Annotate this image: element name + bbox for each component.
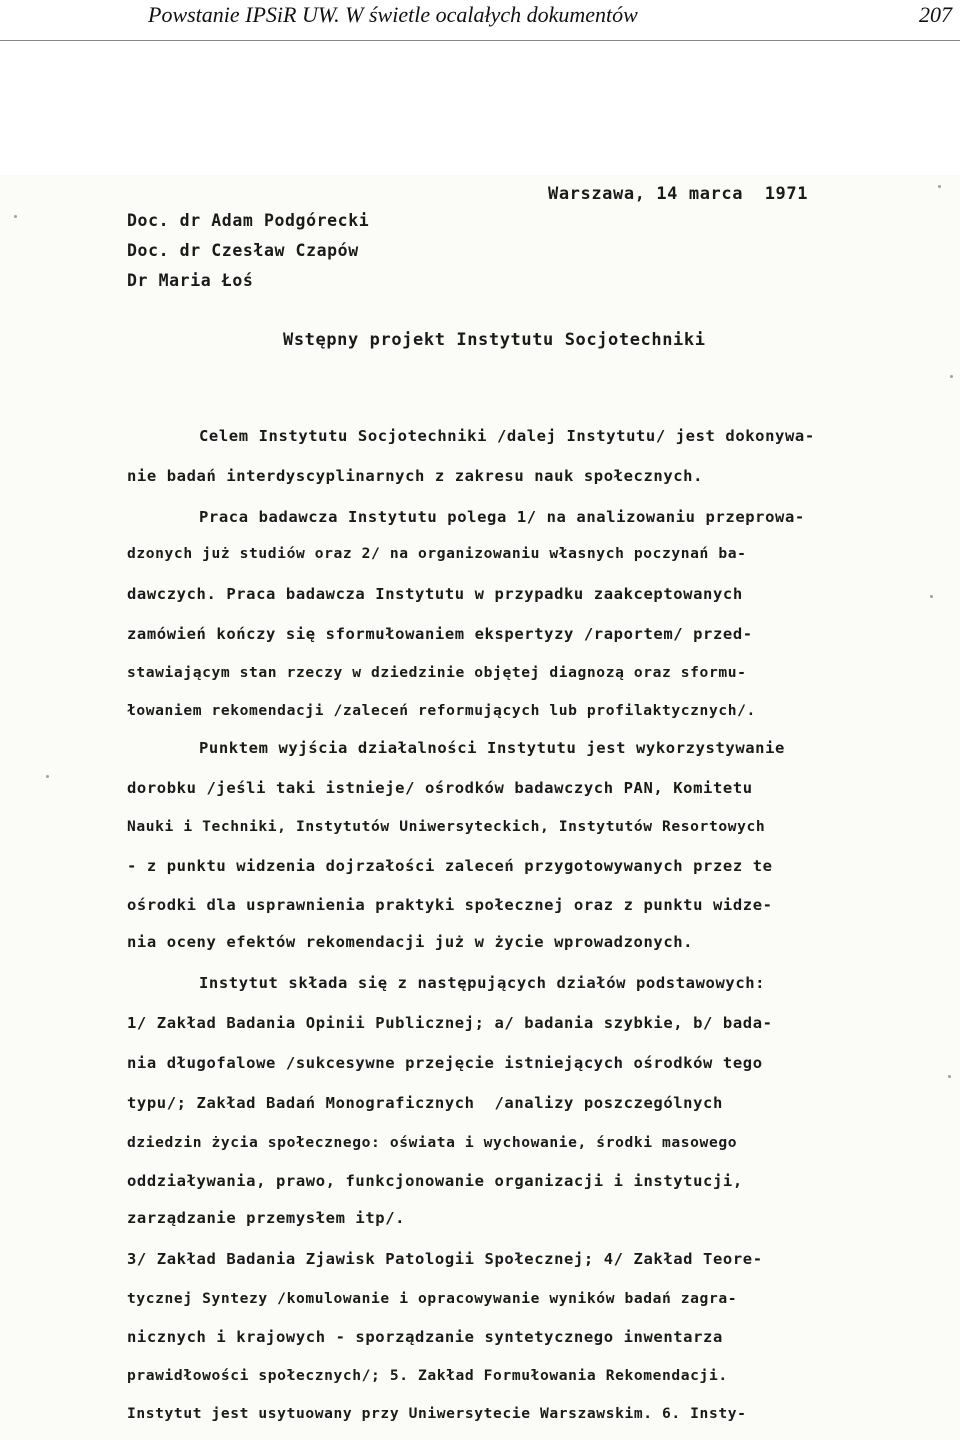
body-line: dziedzin życia społecznego: oświata i wychowanie, środki masowego xyxy=(127,1134,738,1151)
body-line: Punktem wyjścia działalności Instytutu jest wykorzystywanie xyxy=(199,739,785,757)
body-line: ośrodki dla usprawnienia praktyki społecznej oraz z punktu widze- xyxy=(127,896,773,914)
page-number: 207 xyxy=(919,2,952,27)
body-line: Praca badawcza Instytutu polega 1/ na analizowaniu przeprowa- xyxy=(199,508,805,526)
body-line: 1/ Zakład Badania Opinii Publicznej; a/ badania szybkie, b/ bada- xyxy=(127,1014,773,1032)
document-title: Wstępny projekt Instytutu Socjotechniki xyxy=(283,330,706,350)
body-line: dorobku /jeśli taki istnieje/ ośrodków badawczych PAN, Komitetu xyxy=(127,779,753,797)
body-line: 3/ Zakład Badania Zjawisk Patologii Społecznej; 4/ Zakład Teore- xyxy=(127,1250,763,1268)
body-line: oddziaływania, prawo, funkcjonowanie organizacji i instytucji, xyxy=(127,1172,743,1190)
body-line: dawczych. Praca badawcza Instytutu w przypadku zaakceptowanych xyxy=(127,585,743,603)
body-line: Nauki i Techniki, Instytutów Uniwersyteckich, Instytutów Resortowych xyxy=(127,818,766,835)
body-line: tycznej Syntezy /komulowanie i opracowywanie wyników badań zagra- xyxy=(127,1290,738,1307)
body-line: nia oceny efektów rekomendacji już w życie wprowadzonych. xyxy=(127,933,694,951)
body-line: prawidłowości społecznych/; 5. Zakład Formułowania Rekomendacji. xyxy=(127,1367,728,1384)
document-date: Warszawa, 14 marca 1971 xyxy=(548,184,809,204)
body-line: nia długofalowe /sukcesywne przejęcie istniejących ośrodków tego xyxy=(127,1054,763,1072)
author-line: Doc. dr Czesław Czapów xyxy=(127,241,359,260)
body-line: Instytut składa się z następujących działów podstawowych: xyxy=(199,974,766,992)
body-line: zarządzanie przemysłem itp/. xyxy=(127,1209,406,1227)
body-line: zamówień kończy się sformułowaniem ekspertyzy /raportem/ przed- xyxy=(127,625,753,643)
body-line: nicznych i krajowych - sporządzanie syntetycznego inwentarza xyxy=(127,1328,723,1346)
author-line: Doc. dr Adam Podgórecki xyxy=(127,211,370,230)
body-line: typu/; Zakład Badań Monograficznych /analizy poszczególnych xyxy=(127,1094,723,1112)
running-title: Powstanie IPSiR UW. W świetle ocalałych dokumentów xyxy=(148,2,638,27)
body-line: nie badań interdyscyplinarnych z zakresu nauk społecznych. xyxy=(127,467,704,485)
body-line: - z punktu widzenia dojrzałości zaleceń przygotowywanych przez te xyxy=(127,857,773,875)
body-line: łowaniem rekomendacji /zaleceń reformujących lub profilaktycznych/. xyxy=(127,702,756,719)
body-line: stawiającym stan rzeczy w dziedzinie objętej diagnozą oraz sformu- xyxy=(127,664,747,681)
body-line: dzonych już studiów oraz 2/ na organizowaniu własnych poczynań ba- xyxy=(127,545,747,562)
body-line: Instytut jest usytuowany przy Uniwersytecie Warszawskim. 6. Insty- xyxy=(127,1405,747,1422)
running-header xyxy=(0,0,960,41)
body-line: Celem Instytutu Socjotechniki /dalej Instytutu/ jest dokonywa- xyxy=(199,427,815,445)
author-line: Dr Maria Łoś xyxy=(127,271,254,290)
